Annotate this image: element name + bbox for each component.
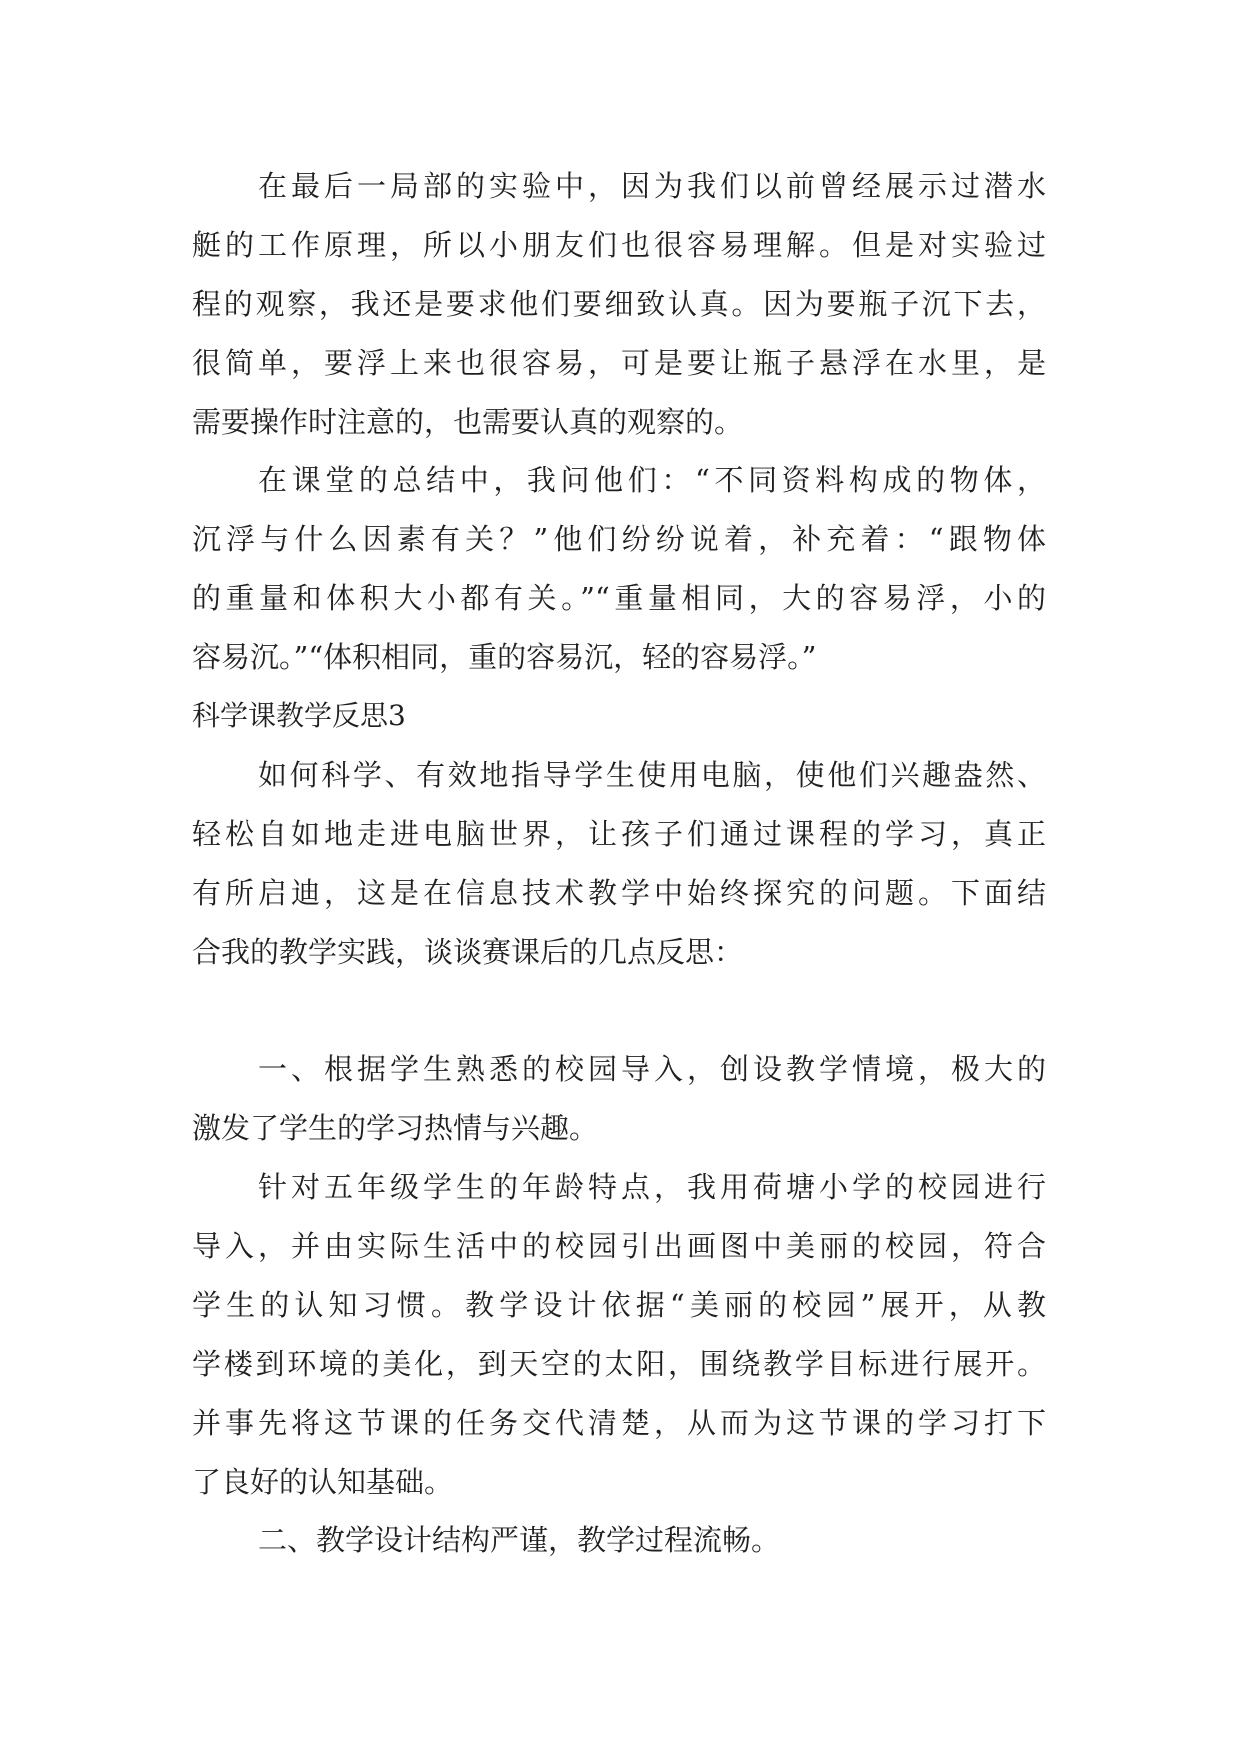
blank-line xyxy=(192,981,1046,1040)
text-line: 沉浮与什么因素有关？”他们纷纷说着，补充着：“跟物体 xyxy=(192,522,1046,557)
text-line: 学楼到环境的美化，到天空的太阳，围绕教学目标进行展开。 xyxy=(192,1346,1046,1381)
text-line: 轻松自如地走进电脑世界，让孩子们通过课程的学习，真正 xyxy=(192,816,1046,851)
text-line: 针对五年级学生的年龄特点，我用荷塘小学的校园进行 xyxy=(258,1170,1046,1205)
text-line: 如何科学、有效地指导学生使用电脑，使他们兴趣盎然、 xyxy=(258,757,1046,792)
text-line: 学生的认知习惯。教学设计依据“美丽的校园”展开，从教 xyxy=(192,1287,1046,1322)
body-paragraph xyxy=(192,1158,1046,1511)
text-line: 程的观察，我还是要求他们要细致认真。因为要瓶子沉下去， xyxy=(192,286,1046,321)
text-line: 需要操作时注意的，也需要认真的观察的。 xyxy=(192,404,744,439)
body-paragraph xyxy=(192,157,1046,451)
text-line: 的重量和体积大小都有关。”“重量相同，大的容易浮，小的 xyxy=(192,581,1046,616)
text-line: 并事先将这节课的任务交代清楚，从而为这节课的学习打下 xyxy=(192,1405,1046,1440)
text-line: 二、教学设计结构严谨，教学过程流畅。 xyxy=(258,1523,781,1558)
body-paragraph xyxy=(192,746,1046,982)
text-line: 合我的教学实践，谈谈赛课后的几点反思： xyxy=(192,934,744,969)
text-line: 有所启迪，这是在信息技术教学中始终探究的问题。下面结 xyxy=(192,875,1046,910)
text-line: 很简单，要浮上来也很容易，可是要让瓶子悬浮在水里，是 xyxy=(192,345,1046,380)
body-paragraph xyxy=(192,1511,1046,1570)
text-line: 容易沉。”“体积相同，重的容易沉，轻的容易浮。” xyxy=(192,640,817,675)
text-line: 导入，并由实际生活中的校园引出画图中美丽的校园，符合 xyxy=(192,1229,1046,1264)
text-line: 艇的工作原理，所以小朋友们也很容易理解。但是对实验过 xyxy=(192,227,1046,262)
body-paragraph xyxy=(192,1040,1046,1158)
text-line: 激发了学生的学习热情与兴趣。 xyxy=(192,1111,599,1146)
text-line: 了良好的认知基础。 xyxy=(192,1464,454,1499)
section-heading: 科学课教学反思3 xyxy=(192,699,406,733)
text-line: 在最后一局部的实验中，因为我们以前曾经展示过潜水 xyxy=(258,169,1046,203)
document-page xyxy=(192,157,1046,1570)
text-line: 一、根据学生熟悉的校园导入，创设教学情境，极大的 xyxy=(258,1052,1046,1087)
text-line: 在课堂的总结中，我问他们：“不同资料构成的物体， xyxy=(258,463,1046,498)
body-paragraph xyxy=(192,451,1046,687)
